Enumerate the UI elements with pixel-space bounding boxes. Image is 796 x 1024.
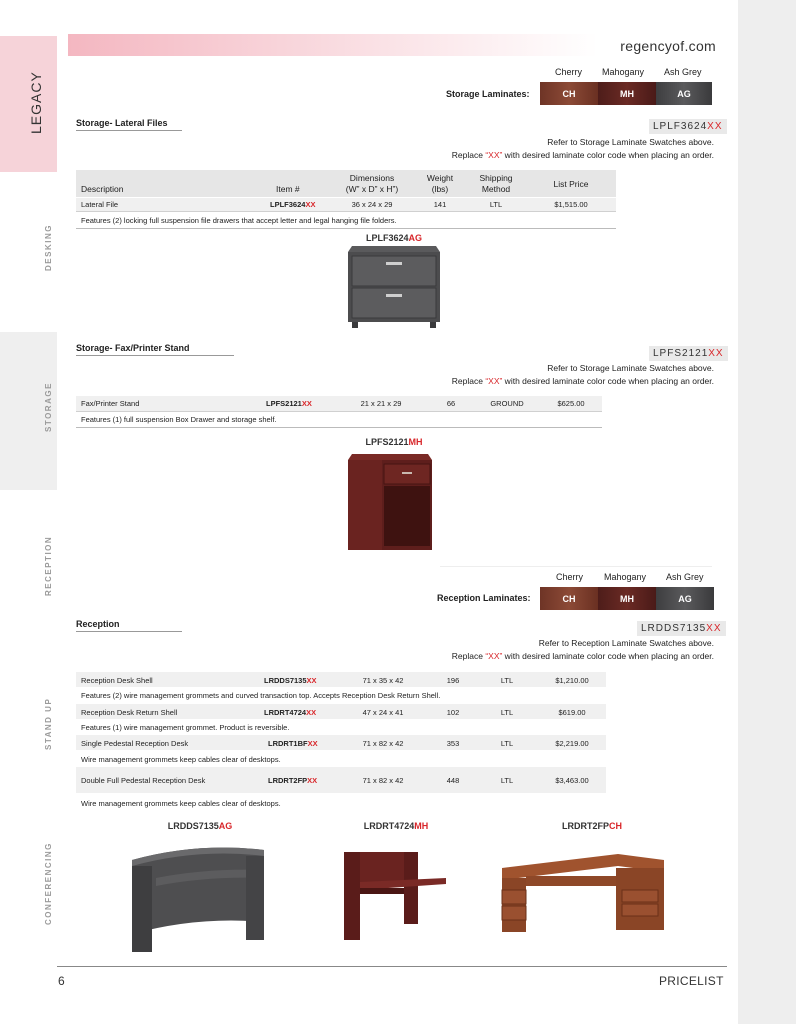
reception-row-3-features: Wire management grommets keep cables clear of desktops. [81, 755, 281, 764]
lateral-code-box: LPLF3624XX [649, 119, 727, 134]
header-band [68, 34, 598, 56]
right-margin-strip [738, 0, 796, 1024]
reception-row-1-shipping: LTL [500, 676, 514, 685]
sidebar-section-desking: DESKING [44, 224, 53, 271]
header-price: List Price [553, 179, 589, 189]
fax-image-divider [440, 566, 712, 567]
lateral-image-label: LPLF3624AG [365, 233, 423, 243]
reception-row-1-features: Features (2) wire management grommets and curved transaction top. Accepts Reception Desk Return Shell. [81, 691, 441, 700]
reception-row-4-shipping: LTL [500, 776, 514, 785]
fax-row-weight: 66 [446, 399, 456, 408]
laminate-name-ash-grey: Ash Grey [664, 67, 702, 77]
reception-row-2-item: LRDRT4724XX [264, 708, 317, 717]
reception-section-title: Reception [76, 619, 120, 629]
reception-row-3-dimensions: 71 x 82 x 42 [362, 739, 404, 748]
fax-code-box: LPFS2121XX [649, 346, 728, 361]
reception-row-3-description: Single Pedestal Reception Desk [81, 739, 189, 748]
reception-image-2-label: LRDRT4724MH [363, 821, 429, 831]
reception-row-4-features: Wire management grommets keep cables clear of desktops. [81, 799, 281, 808]
reception-row-3-weight: 353 [446, 739, 460, 748]
reception-desk-shell-image [128, 842, 268, 954]
reception-double-pedestal-image [498, 850, 666, 936]
reception-row-4-price: $3,463.00 [555, 776, 589, 785]
fax-row-dimensions: 21 x 21 x 29 [360, 399, 402, 408]
footer-divider [57, 966, 727, 967]
reception-row-2-features: Features (1) wire management grommet. Product is reversible. [81, 723, 290, 732]
sidebar-section-conferencing: CONFERENCING [44, 842, 53, 925]
sidebar-section-reception: RECEPTION [44, 535, 53, 596]
reception-row-1-bg [76, 672, 606, 687]
reception-row-2-description: Reception Desk Return Shell [81, 708, 178, 717]
reception-row-1-weight: 196 [446, 676, 460, 685]
lateral-row-divider [76, 211, 616, 212]
reception-row-3-price: $2,219.00 [555, 739, 589, 748]
reception-row-3-item: LRDRT1BFXX [268, 739, 318, 748]
rec-swatch-ash-grey: AG [656, 587, 714, 610]
lateral-table-end [76, 228, 616, 229]
fax-row-divider [76, 411, 602, 412]
fax-stand-image [344, 452, 436, 556]
lateral-features: Features (2) locking full suspension file drawers that accept letter and legal hanging file folders. [81, 216, 397, 225]
reception-row-1-dimensions: 71 x 35 x 42 [362, 676, 404, 685]
lateral-row-item: LPLF3624XX [270, 200, 316, 209]
fax-image-label: LPFS2121MH [365, 437, 423, 447]
site-url: regencyof.com [620, 38, 716, 54]
reception-row-4-description: Double Full Pedestal Reception Desk [81, 776, 206, 785]
reception-row-4-dimensions: 71 x 82 x 42 [362, 776, 404, 785]
swatch-cherry: CH [540, 82, 598, 105]
reception-row-2-dimensions: 47 x 24 x 41 [362, 708, 404, 717]
reception-row-4-item: LRDRT2FPXX [268, 776, 318, 785]
lateral-title-underline [76, 130, 182, 131]
reception-title-underline [76, 631, 182, 632]
fax-row-item: LPFS2121XX [266, 399, 312, 408]
lateral-note-refer: Refer to Storage Laminate Swatches above. [547, 137, 714, 147]
laminate-name-mahogany: Mahogany [602, 67, 645, 77]
reception-row-1-description: Reception Desk Shell [81, 676, 153, 685]
lateral-row-weight: 141 [433, 200, 447, 209]
header-weight: Weight (lbs) [426, 173, 454, 194]
reception-laminates-label: Reception Laminates: [437, 593, 531, 603]
fax-note-refer: Refer to Storage Laminate Swatches above. [547, 363, 714, 373]
sidebar-section-stand-up: STAND UP [44, 697, 53, 750]
reception-row-2-weight: 102 [446, 708, 460, 717]
reception-image-3-label: LRDRT2FPCH [562, 821, 622, 831]
rec-swatch-cherry: CH [540, 587, 598, 610]
rec-laminate-name-ash-grey: Ash Grey [666, 572, 704, 582]
storage-laminates-label: Storage Laminates: [446, 89, 530, 99]
sidebar-section-storage: STORAGE [44, 382, 53, 432]
lateral-section-title: Storage- Lateral Files [76, 118, 168, 128]
lateral-note-replace: Replace “XX” with desired laminate color code when placing an order. [451, 150, 714, 160]
rec-laminate-name-cherry: Cherry [556, 572, 584, 582]
header-dimensions: Dimensions (W” x D” x H”) [345, 173, 399, 194]
reception-row-2-price: $619.00 [558, 708, 586, 717]
reception-row-4-weight: 448 [446, 776, 460, 785]
lateral-row-shipping: LTL [489, 200, 503, 209]
sidebar-brand-label: LEGACY [28, 71, 44, 134]
reception-note-replace: Replace “XX” with desired laminate color code when placing an order. [451, 651, 714, 661]
header-description: Description [81, 184, 124, 194]
reception-row-1-item: LRDDS7135XX [264, 676, 317, 685]
fax-row-description: Fax/Printer Stand [81, 399, 140, 408]
reception-row-3-shipping: LTL [500, 739, 514, 748]
reception-image-1-label: LRDDS7135AG [167, 821, 233, 831]
header-item: Item # [276, 184, 300, 194]
fax-title-underline [76, 355, 234, 356]
lateral-row-dimensions: 36 x 24 x 29 [351, 200, 393, 209]
sidebar-brand-tab [0, 36, 57, 172]
fax-features: Features (1) full suspension Box Drawer and storage shelf. [81, 415, 277, 424]
fax-row-price: $625.00 [557, 399, 585, 408]
fax-row-shipping: GROUND [490, 399, 524, 408]
fax-table-end [76, 427, 602, 428]
laminate-name-cherry: Cherry [555, 67, 583, 77]
header-shipping: Shipping Method [479, 173, 513, 194]
reception-code-box: LRDDS7135XX [637, 621, 726, 636]
reception-return-shell-image [342, 848, 446, 944]
rec-swatch-mahogany: MH [598, 587, 656, 610]
lateral-file-image [344, 244, 444, 330]
page-number: 6 [58, 974, 65, 988]
reception-row-2-shipping: LTL [500, 708, 514, 717]
rec-laminate-name-mahogany: Mahogany [604, 572, 647, 582]
lateral-row-description: Lateral File [81, 200, 119, 209]
fax-section-title: Storage- Fax/Printer Stand [76, 343, 190, 353]
reception-row-1-price: $1,210.00 [555, 676, 589, 685]
swatch-ash-grey: AG [656, 82, 712, 105]
swatch-mahogany: MH [598, 82, 656, 105]
footer-label: PRICELIST [659, 974, 724, 988]
reception-note-refer: Refer to Reception Laminate Swatches above. [538, 638, 714, 648]
fax-note-replace: Replace “XX” with desired laminate color code when placing an order. [451, 376, 714, 386]
lateral-row-price: $1,515.00 [554, 200, 588, 209]
